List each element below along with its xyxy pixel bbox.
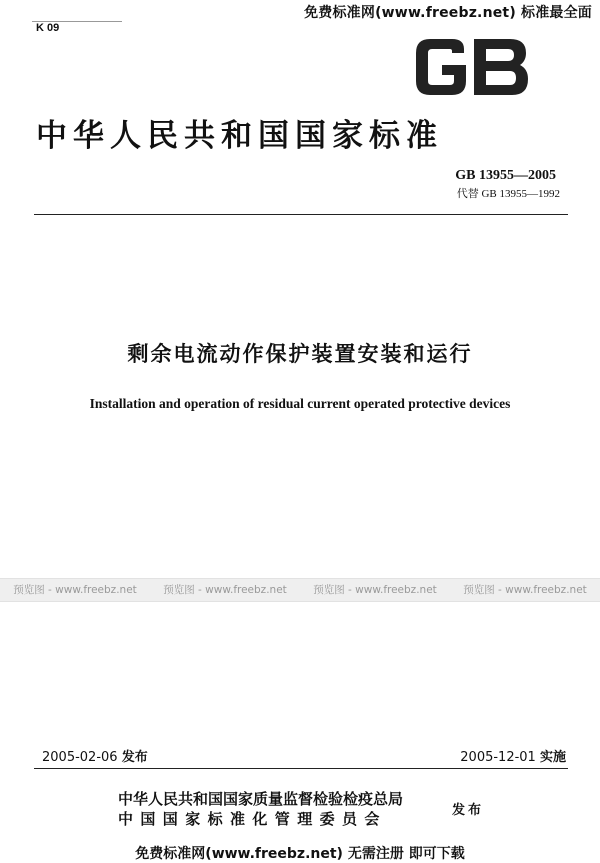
issue-date-label: 发布 [121,750,148,765]
watermark-text: 预览图 - www.freebz.net [463,584,587,596]
issuer-sac: 中国国家标准化管理委员会 [118,810,387,828]
watermark-strip [0,578,600,602]
issuer-aqsiq: 中华人民共和国国家质量监督检验检疫总局 [118,790,404,808]
gb-logo-icon [412,35,532,99]
standard-number: GB 13955—2005 [455,168,556,183]
watermark-text: 预览图 - www.freebz.net [313,584,437,596]
title-english: Installation and operation of residual current operated protective devices [89,396,511,411]
footer-divider [34,768,568,769]
gb-logo-letter-b [474,39,528,95]
watermark-text: 预览图 - www.freebz.net [13,584,137,596]
implementation-date-value: 2005-12-01 [460,750,536,765]
standard-name: 中华人民共和国国家标准 [36,118,443,154]
implementation-date-label: 实施 [539,750,566,765]
title-chinese: 剩余电流动作保护装置安装和运行 [127,342,473,366]
classification-code: K 09 [36,22,60,34]
publish-label: 发布 [452,803,485,818]
implementation-date [460,746,566,765]
replaces-standard: 代替 GB 13955—1992 [456,188,560,200]
gb-logo-letter-g [416,39,466,95]
footer-banner: 免费标准网(www.freebz.net) 无需注册 即可下载 [135,846,465,862]
issue-date-value: 2005-02-06 [42,750,118,765]
header-divider [34,214,568,215]
watermark-text: 预览图 - www.freebz.net [163,584,287,596]
top-banner: 免费标准网(www.freebz.net) 标准最全面 [304,5,592,21]
issue-date [42,746,148,765]
